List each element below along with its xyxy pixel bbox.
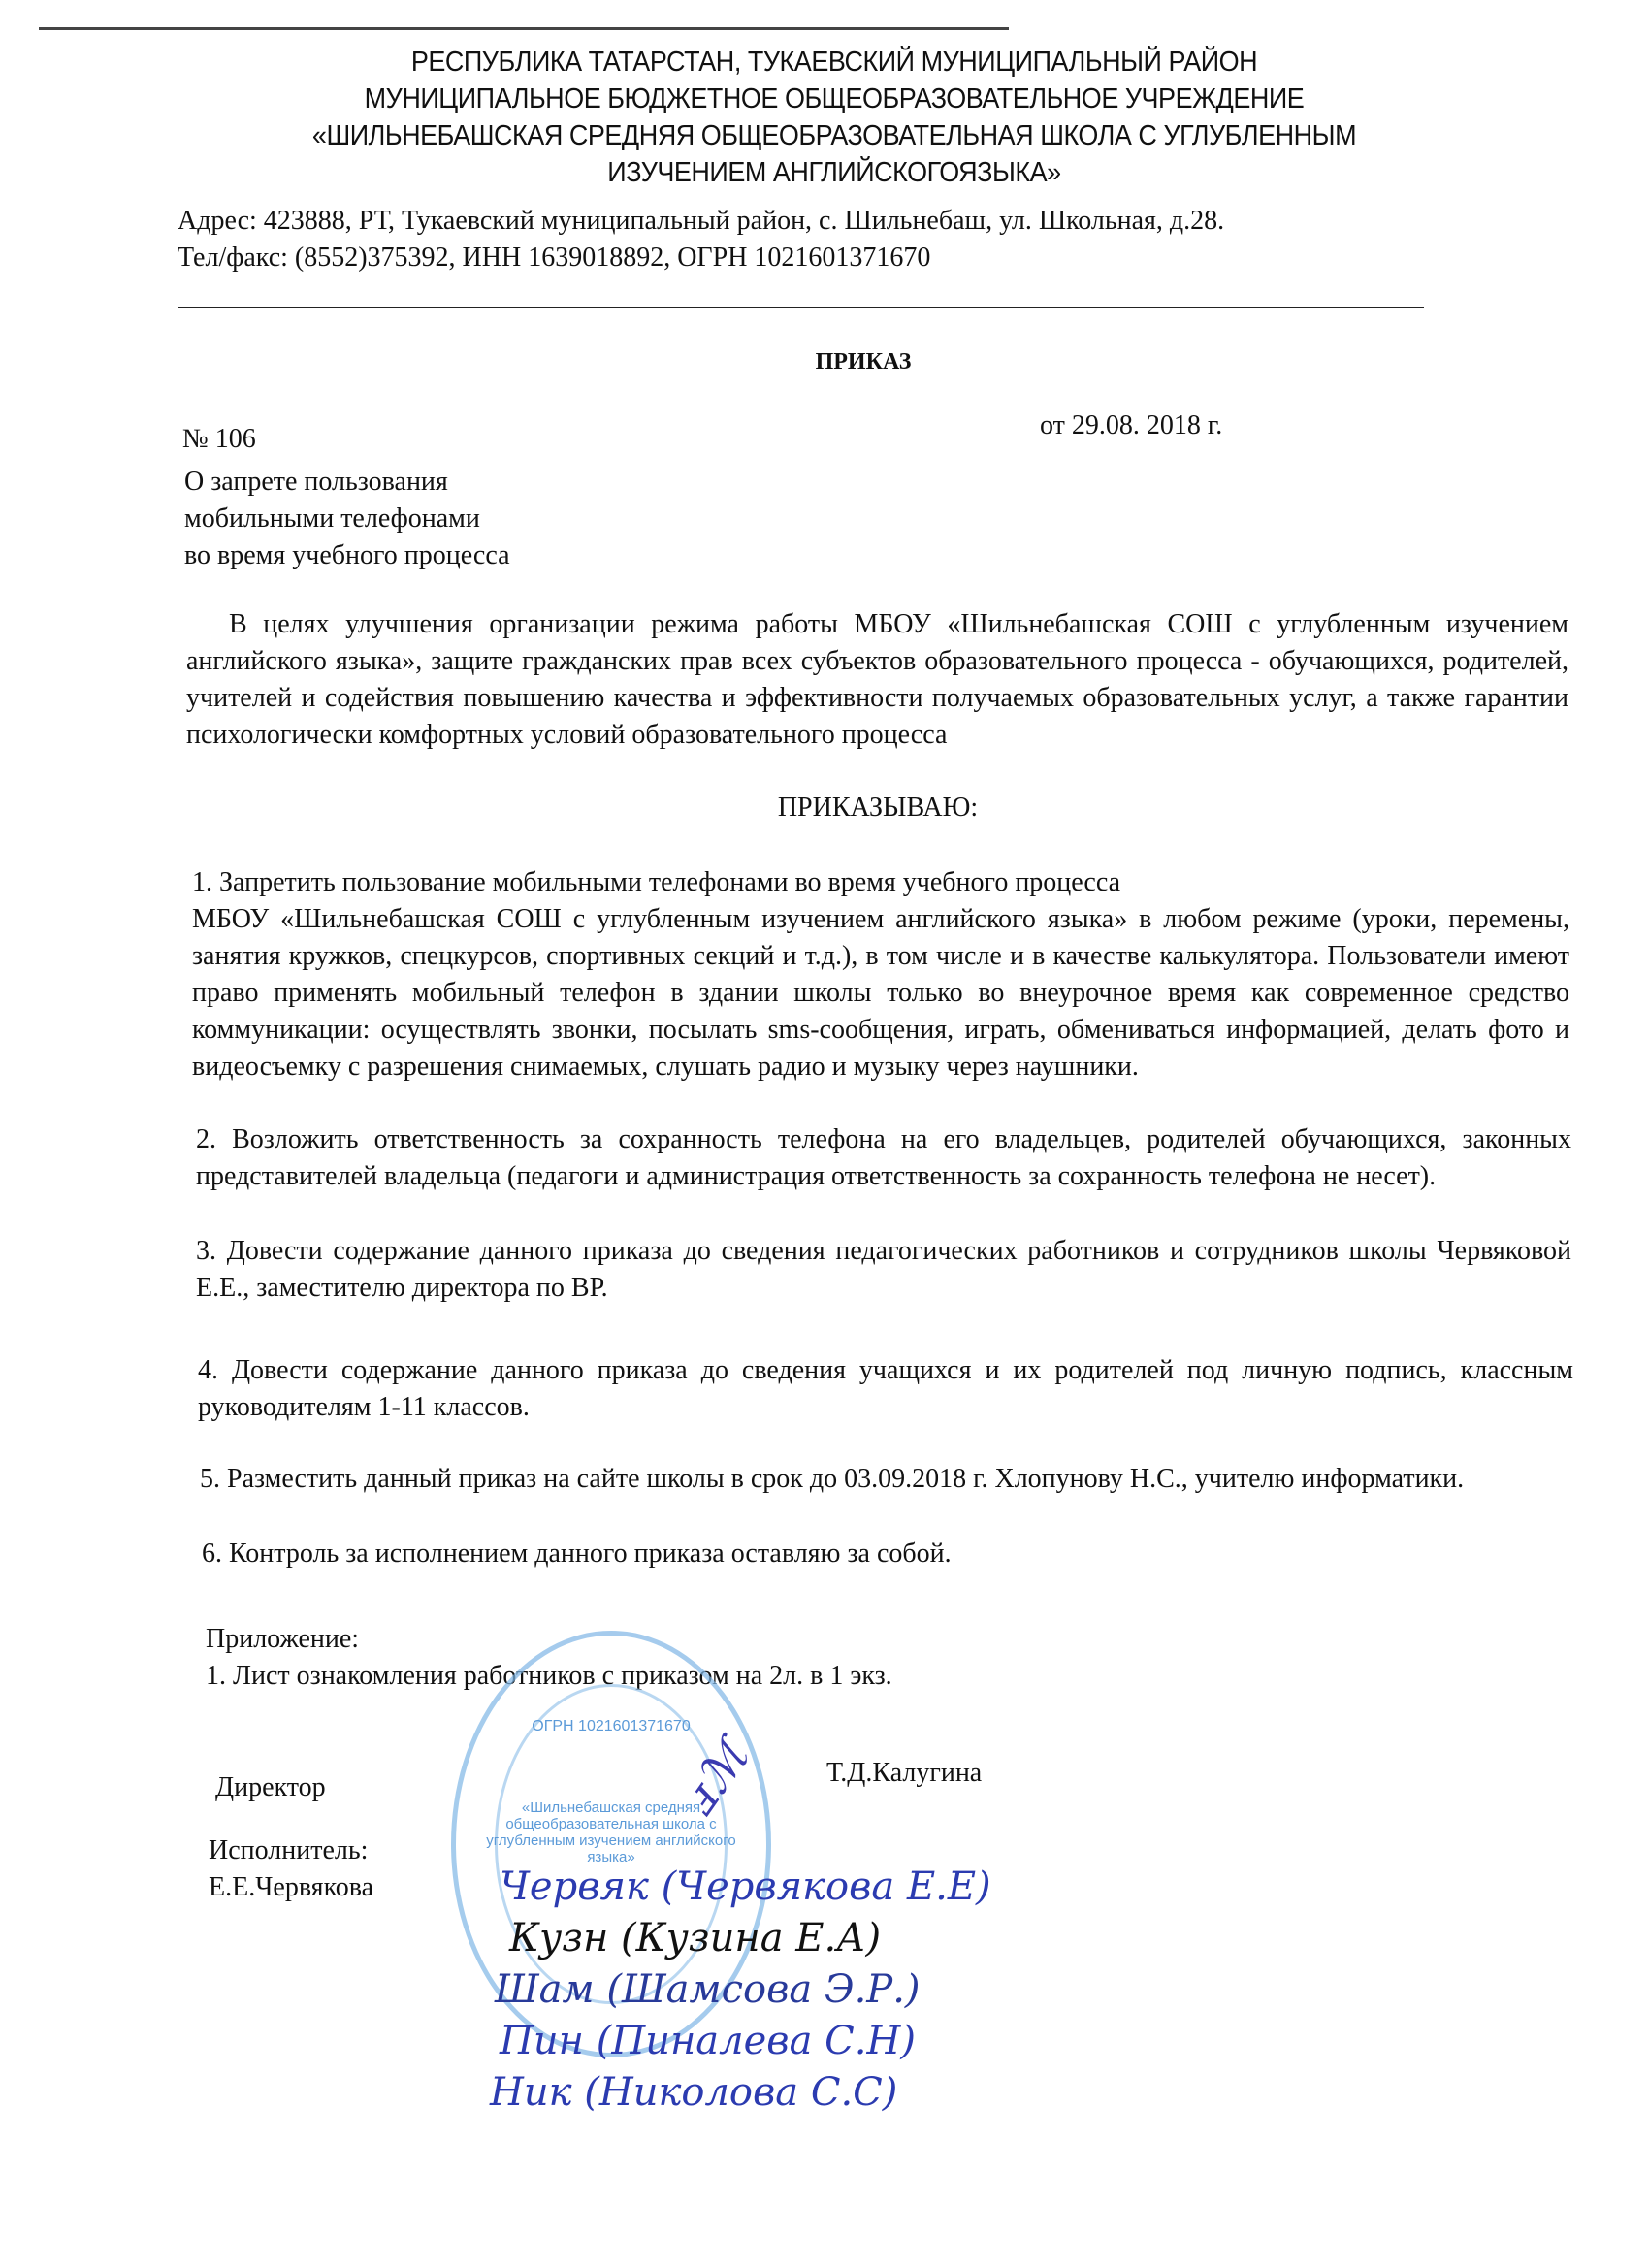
document-title: ПРИКАЗ: [815, 349, 912, 374]
number-date-row: [0, 407, 1649, 458]
order-word: ПРИКАЗЫВАЮ:: [777, 793, 979, 823]
signature-3: Шам (Шамсова Э.Р.): [495, 1967, 921, 2012]
signature-1: Червяк (Червякова Е.Е): [500, 1864, 991, 1909]
appendix-item: 1. Лист ознакомления работников с приказом на 2л. в 1 экз.: [206, 1661, 892, 1691]
director-name: Т.Д.Калугина: [826, 1758, 983, 1788]
director-label: Директор: [215, 1772, 326, 1802]
item-6: 6. Контроль за исполнением данного приказа оставляю за собой.: [202, 1539, 952, 1569]
item-4: 4. Довести содержание данного приказа до сведения учащихся и их родителей под личную подпись, классным руководителям 1-11 классов.: [198, 1355, 1573, 1422]
subject-line: во время учебного процесса: [184, 540, 510, 570]
item-5: 5. Разместить данный приказ на сайте школы в срок до 03.09.2018 г. Хлопунову Н.С., учителю информатики.: [200, 1464, 1465, 1494]
header-line-2: МУНИЦИПАЛЬНОЕ БЮДЖЕТНОЕ ОБЩЕОБРАЗОВАТЕЛЬНОЕ УЧРЕЖДЕНИЕ: [364, 83, 1305, 114]
item-2: 2. Возложить ответственность за сохранность телефона на его владельцев, родителей обучающихся, законных представителей владельца (педагоги и администрация ответственность за сохранность телефона не несет).: [196, 1124, 1571, 1191]
document-body: [0, 347, 1649, 2122]
order-date: от 29.08. 2018 г.: [1040, 410, 1223, 440]
top-scan-edge: [39, 27, 1009, 30]
subject-line: мобильными телефонами: [184, 503, 480, 534]
preamble: В целях улучшения организации режима работы МБОУ «Шильнебашская СОШ с углубленным изучением английского языка», защите гражданских прав всех субъектов образовательного процесса - обучающихся, родителей, учителей и содействия повышению качества и эффективности получаемых образовательных услуг, а также гарантии психологически комфортных условий образовательного процесса: [186, 609, 1568, 750]
header-line-3: «ШИЛЬНЕБАШСКАЯ СРЕДНЯЯ ОБЩЕОБРАЗОВАТЕЛЬНАЯ ШКОЛА С УГЛУБЛЕННЫМ: [311, 120, 1357, 151]
stamp-text: ОГРН 1021601371670: [532, 1718, 691, 1734]
appendix-label: Приложение:: [206, 1624, 360, 1654]
header-line-4: ИЗУЧЕНИЕМ АНГЛИЙСКОГОЯЗЫКА»: [607, 157, 1061, 188]
order-number: № 106: [182, 424, 256, 454]
phone: Тел/факс: (8552)375392, ИНН 1639018892, ОГРН 1021601371670: [178, 243, 931, 273]
signature-5: Ник (Николова С.С): [490, 2070, 898, 2115]
item-1-heading: 1. Запретить пользование мобильными телефонами во время учебного процесса: [192, 867, 1121, 897]
address: Адрес: 423888, РТ, Тукаевский муниципальный район, с. Шильнебаш, ул. Школьная, д.28.: [178, 206, 1225, 236]
item-3: 3. Довести содержание данного приказа до сведения педагогических работников и сотрудников школы Червяковой Е.Е., заместителю директора по ВР.: [196, 1236, 1571, 1303]
stamp-center-text: «Шильнебашская средняя общеобразовательная школа с углубленным изучением английского языка»: [486, 1799, 736, 1865]
header-divider: [178, 307, 1424, 308]
item-1-body: МБОУ «Шильнебашская СОШ с углубленным изучением английского языка» в любом режиме (уроки, перемены, занятия кружков, спецкурсов, спортивных секций и т.д.), в том числе и в качестве калькулятора. Пользователи имеют право применять мобильный телефон в здании школы только во внеурочное время как современное средство коммуникации: осуществлять звонки, посылать sms-сообщения, играть, обмениваться информацией, делать фото и видеосъемку с разрешения снимаемых, слушать радио и музыку через наушники.: [192, 904, 1569, 1082]
header-line-1: РЕСПУБЛИКА ТАТАРСТАН, ТУКАЕВСКИЙ МУНИЦИПАЛЬНЫЙ РАЙОН: [410, 47, 1258, 78]
executor-name: Е.Е.Червякова: [209, 1872, 374, 1902]
signature-2: Кузн (Кузина Е.А): [509, 1916, 882, 1960]
signature-block: [0, 1695, 1649, 2122]
executor-label: Исполнитель:: [209, 1835, 369, 1865]
signature-4: Пин (Пиналева С.Н): [500, 2019, 916, 2063]
subject-line: О запрете пользования: [184, 467, 448, 497]
order-subject: [184, 464, 1649, 574]
director-signature: ⅎℳ: [672, 1731, 760, 1824]
